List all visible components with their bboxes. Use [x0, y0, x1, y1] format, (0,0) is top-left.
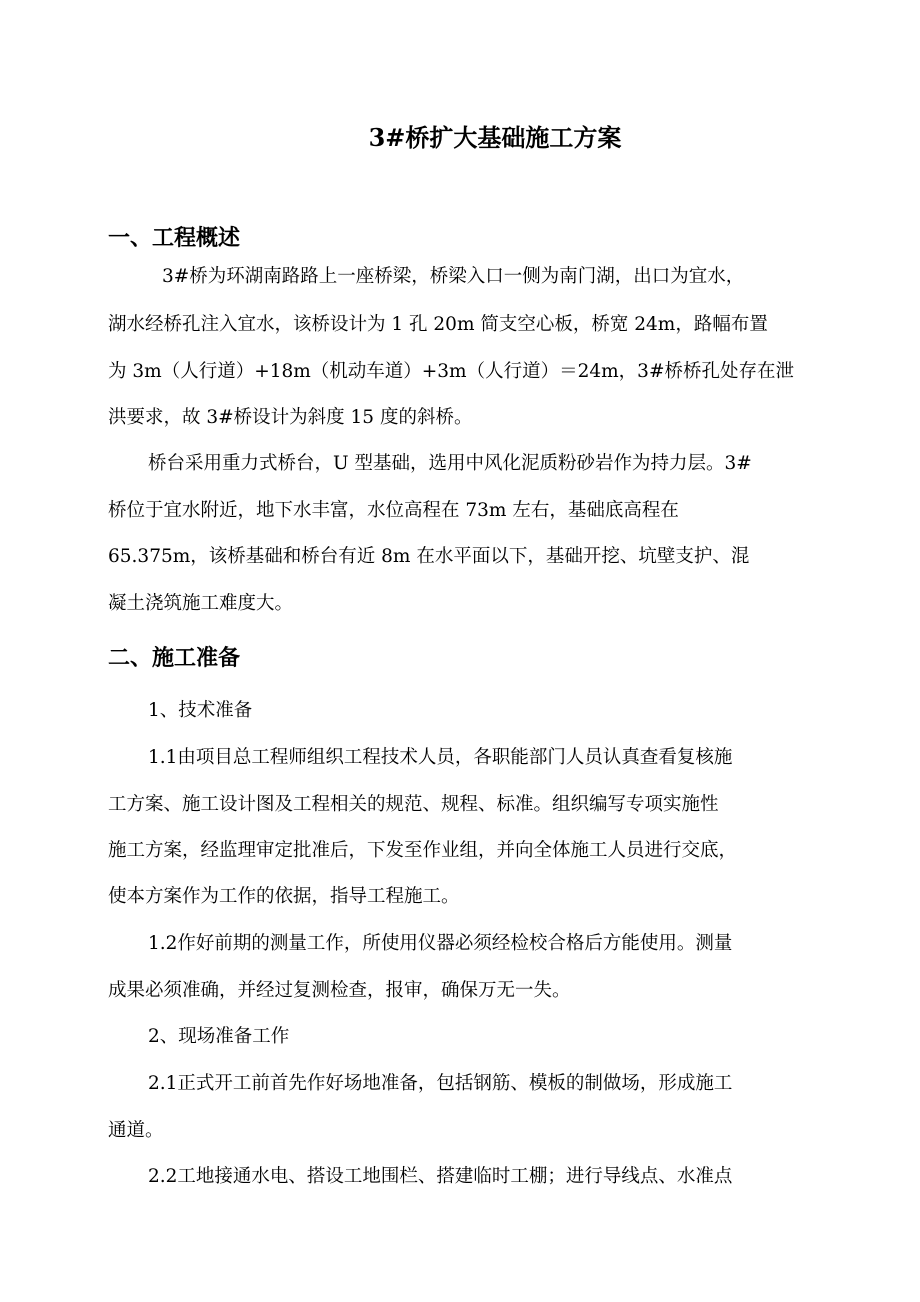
paragraph-line: 工方案、施工设计图及工程相关的规范、规程、标准。组织编写专项实施性 [108, 794, 719, 815]
paragraph-line: 1.2作好前期的测量工作，所使用仪器必须经检校合格后方能使用。测量 [148, 933, 733, 954]
document-title: 3#桥扩大基础施工方案 [368, 123, 622, 152]
paragraph-line: 65.375m，该桥基础和桥台有近 8m 在水平面以下，基础开挖、坑壁支护、混 [108, 546, 750, 567]
subheading-site: 2、现场准备工作 [148, 1026, 290, 1047]
paragraph-line: 桥台采用重力式桥台，U 型基础，选用中风化泥质粉砂岩作为持力层。3# [148, 453, 752, 474]
paragraph-line: 湖水经桥孔注入宜水，该桥设计为 1 孔 20m 简支空心板，桥宽 24m，路幅布置 [108, 314, 768, 335]
paragraph-line: 施工方案，经监理审定批准后，下发至作业组，并向全体施工人员进行交底， [108, 840, 738, 861]
paragraph-line: 3#桥为环湖南路路上一座桥梁，桥梁入口一侧为南门湖，出口为宜水， [162, 266, 745, 287]
paragraph-line: 洪要求，故 3#桥设计为斜度 15 度的斜桥。 [108, 407, 473, 428]
subheading-technical: 1、技术准备 [148, 700, 253, 721]
paragraph-line: 2.1正式开工前首先作好场地准备，包括钢筋、模板的制做场，形成施工 [148, 1073, 733, 1094]
paragraph-line: 为 3m（人行道）+18m（机动车道）+3m（人行道）＝24m，3#桥桥孔处存在泄 [108, 361, 794, 382]
paragraph-line: 2.2工地接通水电、搭设工地围栏、搭建临时工棚；进行导线点、水准点 [148, 1166, 733, 1187]
paragraph-line: 通道。 [108, 1120, 164, 1141]
section-heading-overview: 一、工程概述 [108, 225, 241, 251]
paragraph-line: 1.1由项目总工程师组织工程技术人员，各职能部门人员认真查看复核施 [148, 747, 733, 768]
section-heading-preparation: 二、施工准备 [108, 645, 241, 671]
paragraph-line: 成果必须准确，并经过复测检查，报审，确保万无一失。 [108, 980, 571, 1001]
paragraph-line: 凝土浇筑施工难度大。 [108, 593, 294, 614]
paragraph-line: 桥位于宜水附近，地下水丰富，水位高程在 73m 左右，基础底高程在 [108, 500, 679, 521]
paragraph-line: 使本方案作为工作的依据，指导工程施工。 [108, 886, 460, 907]
